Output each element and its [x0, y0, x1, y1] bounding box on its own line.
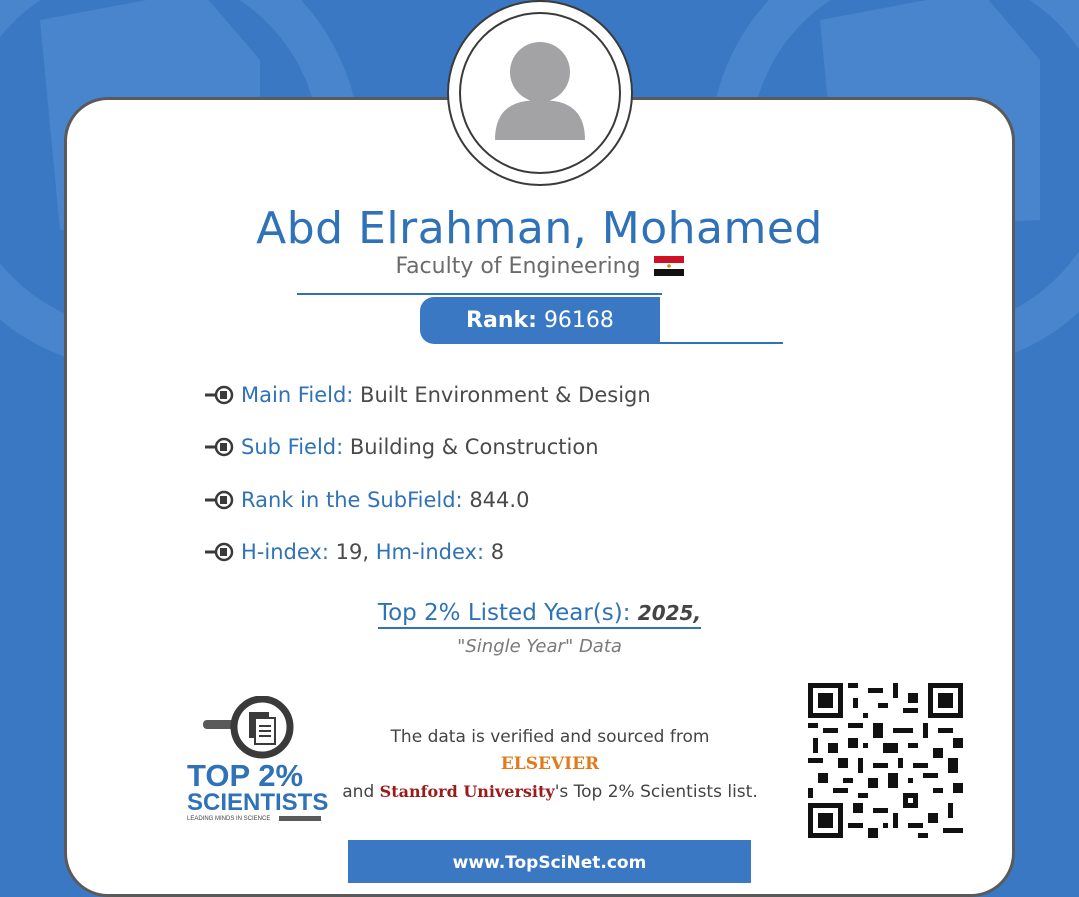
listed-years-value: 2025,	[637, 601, 702, 625]
document-search-icon	[205, 437, 235, 457]
main-field-value: Built Environment & Design	[360, 383, 651, 407]
website-footer[interactable]: www.TopSciNet.com	[348, 840, 751, 883]
sub-field-row	[205, 432, 599, 462]
hm-index-value: 8	[490, 540, 505, 564]
main-field-row	[205, 380, 651, 410]
svg-text:SCIENTISTS: SCIENTISTS	[187, 789, 329, 816]
h-index-value: 19,	[335, 540, 369, 564]
rank-subfield-value: 844.0	[469, 488, 530, 512]
egypt-flag-icon	[654, 256, 684, 276]
avatar	[447, 0, 633, 186]
rank-value: 96168	[543, 308, 614, 333]
single-year-note: "Single Year" Data	[457, 636, 622, 657]
rank-subfield-row	[205, 485, 529, 515]
svg-text:TOP 2%: TOP 2%	[187, 758, 304, 793]
rank-subfield-label: Rank in the SubField:	[241, 488, 463, 512]
qr-code[interactable]	[808, 683, 963, 838]
source-and: and	[342, 782, 375, 802]
h-index-label: H-index:	[241, 540, 329, 564]
stanford-link: Stanford University	[379, 782, 555, 801]
top2-scientists-logo	[185, 696, 330, 826]
rank-label: Rank:	[466, 308, 537, 333]
scientist-name: Abd Elrahman, Mohamed	[256, 203, 823, 254]
elsevier-link: ELSEVIER	[500, 754, 600, 774]
main-field-label: Main Field:	[241, 383, 354, 407]
document-search-icon	[205, 385, 235, 405]
source-statement	[340, 724, 760, 806]
avatar-frame	[459, 12, 621, 174]
divider-line	[640, 342, 783, 344]
hm-index-label: Hm-index:	[375, 540, 485, 564]
faculty-name: Faculty of Engineering	[395, 254, 641, 279]
svg-text:LEADING MINDS IN SCIENCE: LEADING MINDS IN SCIENCE	[187, 816, 271, 822]
source-text-before: The data is verified and sourced from	[390, 727, 710, 747]
h-index-row	[205, 537, 504, 567]
divider-line	[297, 293, 662, 295]
listed-label: Top 2% Listed Year(s):	[377, 600, 631, 626]
user-silhouette-icon	[461, 14, 619, 172]
document-search-icon	[205, 542, 235, 562]
rank-badge	[420, 297, 660, 344]
listed-years	[0, 600, 1079, 626]
sub-field-label: Sub Field:	[241, 435, 344, 459]
faculty-line	[0, 254, 1079, 279]
sub-field-value: Building & Construction	[349, 435, 599, 459]
document-search-icon	[205, 490, 235, 510]
source-text-after: 's Top 2% Scientists list.	[554, 782, 758, 802]
